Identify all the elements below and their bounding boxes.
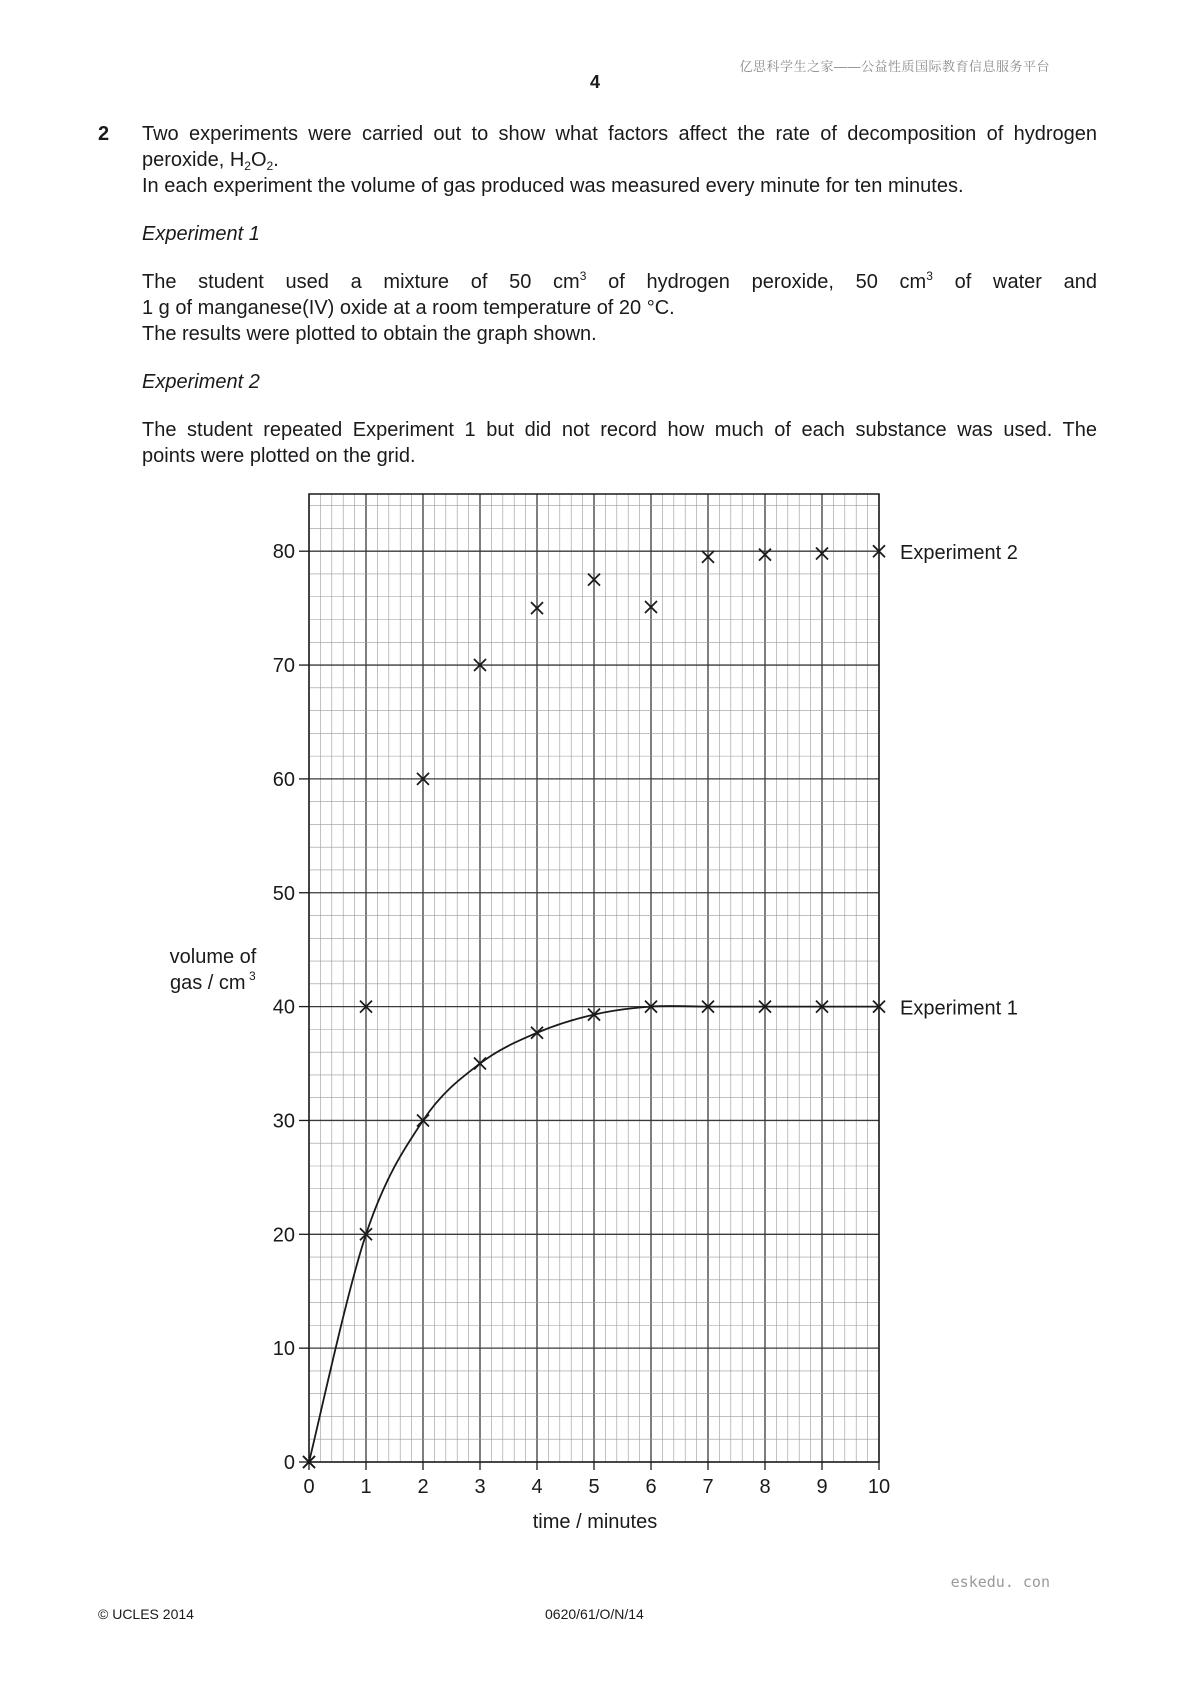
y-axis-label-superscript: 3 (249, 969, 256, 983)
x-tick-label: 8 (759, 1476, 771, 1498)
experiment-1-label: Experiment 1 (900, 997, 1018, 1020)
y-tick-label: 30 (272, 1110, 295, 1133)
x-tick-label: 3 (474, 1476, 486, 1498)
header-watermark: 亿思科学生之家——公益性质国际教育信息服务平台 (739, 59, 1050, 74)
x-tick-label: 0 (303, 1476, 315, 1498)
x-tick-label: 7 (702, 1476, 714, 1498)
x-tick-label: 6 (645, 1476, 657, 1498)
x-tick-label: 2 (417, 1476, 429, 1498)
intro-line-1: Two experiments were carried out to show what factors affect the rate of decomposition of hydrogen (142, 123, 1097, 145)
experiment-2-heading: Experiment 2 (142, 371, 260, 393)
experiment-1-line-1: The student used a mixture of 50 $cm^3$ of hydrogen peroxide, 50 $cm^3$ of water and (142, 269, 1097, 293)
x-tick-label: 9 (816, 1476, 828, 1498)
question-number: 2 (98, 123, 110, 145)
x-tick-label: 10 (867, 1476, 891, 1498)
experiment-2-line-1: The student repeated Experiment 1 but did not record how much of each substance was used. The (142, 419, 1097, 441)
y-tick-label: 70 (272, 655, 295, 678)
experiment-1-heading: Experiment 1 (142, 223, 260, 245)
x-tick-label: 4 (531, 1476, 543, 1498)
y-tick-label: 20 (272, 1224, 295, 1247)
intro-line-2: peroxide, $H_2O_2$. (142, 149, 279, 173)
intro-line-3: In each experiment the volume of gas produced was measured every minute for ten minutes. (142, 175, 964, 197)
experiment-1-line-3: The results were plotted to obtain the graph shown. (142, 323, 597, 345)
experiment-1-line-2: 1 g of manganese(IV) oxide at a room temperature of 20 °C. (142, 297, 675, 319)
y-tick-label: 10 (272, 1338, 295, 1361)
footer-copyright: © UCLES 2014 (98, 1606, 194, 1622)
y-tick-label: 0 (283, 1452, 295, 1474)
page-number: 4 (589, 72, 600, 92)
footer-site: eskedu. con (950, 1573, 1050, 1591)
experiment-2-line-2: points were plotted on the grid. (142, 445, 416, 467)
y-tick-label: 50 (272, 882, 295, 905)
y-tick-label: 40 (272, 996, 295, 1019)
x-tick-label: 5 (588, 1476, 600, 1498)
y-tick-label: 60 (272, 768, 295, 791)
x-tick-label: 1 (360, 1476, 372, 1498)
y-axis-label-line-1: volume of (169, 946, 257, 968)
x-axis-label: time / minutes (532, 1511, 658, 1533)
experiment-2-label: Experiment 2 (900, 542, 1018, 565)
y-axis-label-line-2: gas / cm (170, 972, 246, 994)
y-tick-label: 80 (272, 541, 295, 564)
footer-code: 0620/61/O/N/14 (545, 1606, 644, 1622)
